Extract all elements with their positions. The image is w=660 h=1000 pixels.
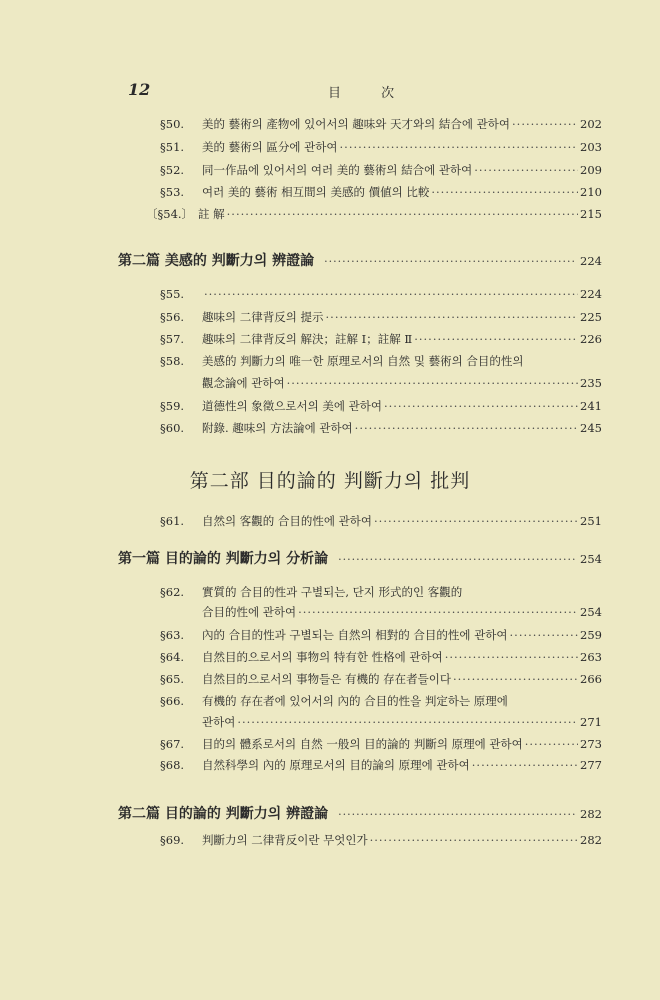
toc-entry-66-line1 [160, 693, 508, 709]
leader-dots [512, 117, 578, 131]
toc-entry-52 [160, 162, 602, 178]
toc-entry-68 [160, 757, 602, 773]
entry-title: 附錄. 趣味의 方法論에 관하여 [202, 421, 353, 435]
toc-entry-56 [160, 309, 602, 325]
section-title: 第二篇 美感的 判斷力의 辨證論 [118, 253, 315, 269]
entry-page: 251 [580, 514, 602, 528]
entry-page: 282 [580, 833, 602, 847]
leader-dots [510, 628, 579, 642]
entry-title: 內的 合目的性과 구별되는 自然의 相對的 合目的性에 관하여 [202, 628, 508, 642]
entry-title: 註 解 [198, 207, 225, 221]
leader-dots [298, 605, 578, 619]
leader-dots [431, 185, 578, 199]
leader-dots [204, 287, 578, 301]
toc-entry-69 [160, 832, 602, 848]
entry-number: §59. [160, 399, 185, 413]
section-title: 第一篇 目的論的 判斷力의 分析論 [118, 551, 329, 567]
entry-page: 273 [580, 737, 602, 751]
entry-page: 277 [580, 758, 602, 772]
entry-number: §69. [160, 833, 185, 847]
entry-number: §61. [160, 514, 185, 528]
leader-dots [370, 833, 578, 847]
leader-dots [338, 553, 576, 566]
entry-page: 241 [580, 399, 602, 413]
entry-title: 趣味의 二律背反의 提示 [202, 310, 324, 324]
entry-number: §65. [160, 672, 185, 686]
section-page: 254 [580, 552, 602, 566]
entry-number: §58. [160, 354, 185, 368]
toc-entry-58-line1 [160, 353, 523, 369]
entry-title: 判斷力의 二律背反이란 무엇인가 [202, 833, 368, 847]
section-heading-teleological-dialectic [118, 803, 602, 823]
entry-page: 202 [580, 117, 602, 131]
entry-title: 여러 美的 藝術 相互間의 美感的 價値의 比較 [202, 185, 430, 199]
entry-page: 266 [580, 672, 602, 686]
entry-number: §68. [160, 758, 185, 772]
entry-title: 同一作品에 있어서의 여러 美的 藝術의 結合에 관하여 [202, 163, 473, 177]
entry-number: §55. [160, 287, 185, 301]
entry-page: 254 [580, 605, 602, 619]
entry-page: 263 [580, 650, 602, 664]
entry-number: §53. [160, 185, 185, 199]
entry-page: 235 [580, 376, 602, 390]
leader-dots [525, 737, 578, 751]
leader-dots [414, 332, 578, 346]
entry-page: 245 [580, 421, 602, 435]
toc-entry-53 [160, 184, 602, 200]
toc-entry-61 [160, 513, 602, 529]
entry-title-continuation: 觀念論에 관하여 [202, 376, 285, 390]
leader-dots [384, 399, 578, 413]
leader-dots [474, 163, 578, 177]
leader-dots [472, 758, 578, 772]
toc-entry-57 [160, 331, 602, 347]
entry-title: 美的 藝術의 產物에 있어서의 趣味와 天才와의 結合에 관하여 [202, 117, 511, 131]
entry-title: 目的의 體系로서의 自然 一般의 目的論的 判斷의 原理에 관하여 [202, 737, 523, 751]
entry-number: §50. [160, 117, 185, 131]
entry-number: §67. [160, 737, 185, 751]
entry-title-continuation: 合目的性에 관하여 [202, 605, 297, 619]
entry-number: 〔§54.〕 [146, 207, 194, 221]
entry-page: 224 [580, 287, 602, 301]
section-title: 第二篇 目的論的 判斷力의 辨證論 [118, 806, 329, 822]
leader-dots [340, 140, 579, 154]
toc-entry-62-line2 [202, 604, 602, 620]
toc-entry-54 [146, 206, 602, 222]
entry-number: §66. [160, 694, 185, 708]
toc-entry-67 [160, 736, 602, 752]
entry-page: 210 [580, 185, 602, 199]
entry-page: 271 [580, 715, 602, 729]
entry-title: 趣味의 二律背反의 解決；註解 Ⅰ；註解 Ⅱ [202, 332, 413, 346]
entry-title: 有機的 存在者에 있어서의 內的 合目的性을 判定하는 原理에 [202, 694, 508, 708]
entry-number: §57. [160, 332, 185, 346]
toc-entry-60 [160, 420, 602, 436]
entry-number: §56. [160, 310, 185, 324]
toc-entry-55 [160, 287, 602, 301]
toc-entry-58-line2 [202, 375, 602, 391]
leader-dots [445, 650, 578, 664]
entry-title: 自然目的으로서의 事物들은 有機的 存在者들이다 [202, 672, 451, 686]
running-title: 目 次 [328, 86, 413, 101]
toc-entry-66-line2 [202, 714, 602, 730]
section-heading-aesthetic-dialectic [118, 250, 602, 270]
part-heading: 第二部 目的論的 判斷力의 批判 [189, 470, 471, 492]
entry-page: 215 [580, 207, 602, 221]
toc-entry-65 [160, 671, 602, 687]
leader-dots [287, 376, 578, 390]
toc-entry-62-line1 [160, 584, 462, 600]
leader-dots [338, 808, 576, 821]
toc-entry-59 [160, 398, 602, 414]
entry-page: 225 [580, 310, 602, 324]
entry-page: 259 [580, 628, 602, 642]
entry-title: 道德性의 象徵으로서의 美에 관하여 [202, 399, 382, 413]
entry-number: §62. [160, 585, 185, 599]
entry-number: §52. [160, 163, 185, 177]
toc-entry-64 [160, 649, 602, 665]
entry-title: 自然의 客觀的 合目的性에 관하여 [202, 514, 373, 528]
entry-number: §60. [160, 421, 185, 435]
entry-title: 自然科學의 內的 原理로서의 目的論의 原理에 관하여 [202, 758, 470, 772]
entry-title: 美感的 判斷力의 唯一한 原理로서의 自然 및 藝術의 合目的性의 [202, 354, 524, 368]
leader-dots [374, 514, 578, 528]
entry-title-continuation: 관하여 [202, 715, 236, 729]
entry-title: 美的 藝術의 區分에 관하여 [202, 140, 338, 154]
entry-number: §64. [160, 650, 185, 664]
section-heading-teleological-analytic [118, 548, 602, 568]
section-page: 282 [580, 807, 602, 821]
leader-dots [453, 672, 578, 686]
entry-title: 實質的 合目的性과 구별되는, 단지 形式的인 客觀的 [202, 585, 463, 599]
leader-dots [324, 255, 576, 268]
entry-number: §63. [160, 628, 185, 642]
entry-title: 自然目的으로서의 事物의 特有한 性格에 관하여 [202, 650, 443, 664]
section-page: 224 [580, 254, 602, 268]
leader-dots [326, 310, 579, 324]
toc-entry-63 [160, 627, 602, 643]
entry-page: 209 [580, 163, 602, 177]
leader-dots [237, 715, 578, 729]
entry-number: §51. [160, 140, 185, 154]
leader-dots [227, 207, 578, 221]
toc-entry-51 [160, 139, 602, 155]
page-number: 12 [128, 80, 151, 99]
entry-page: 226 [580, 332, 602, 346]
toc-entry-50 [160, 116, 602, 132]
entry-page: 203 [580, 140, 602, 154]
leader-dots [355, 421, 578, 435]
